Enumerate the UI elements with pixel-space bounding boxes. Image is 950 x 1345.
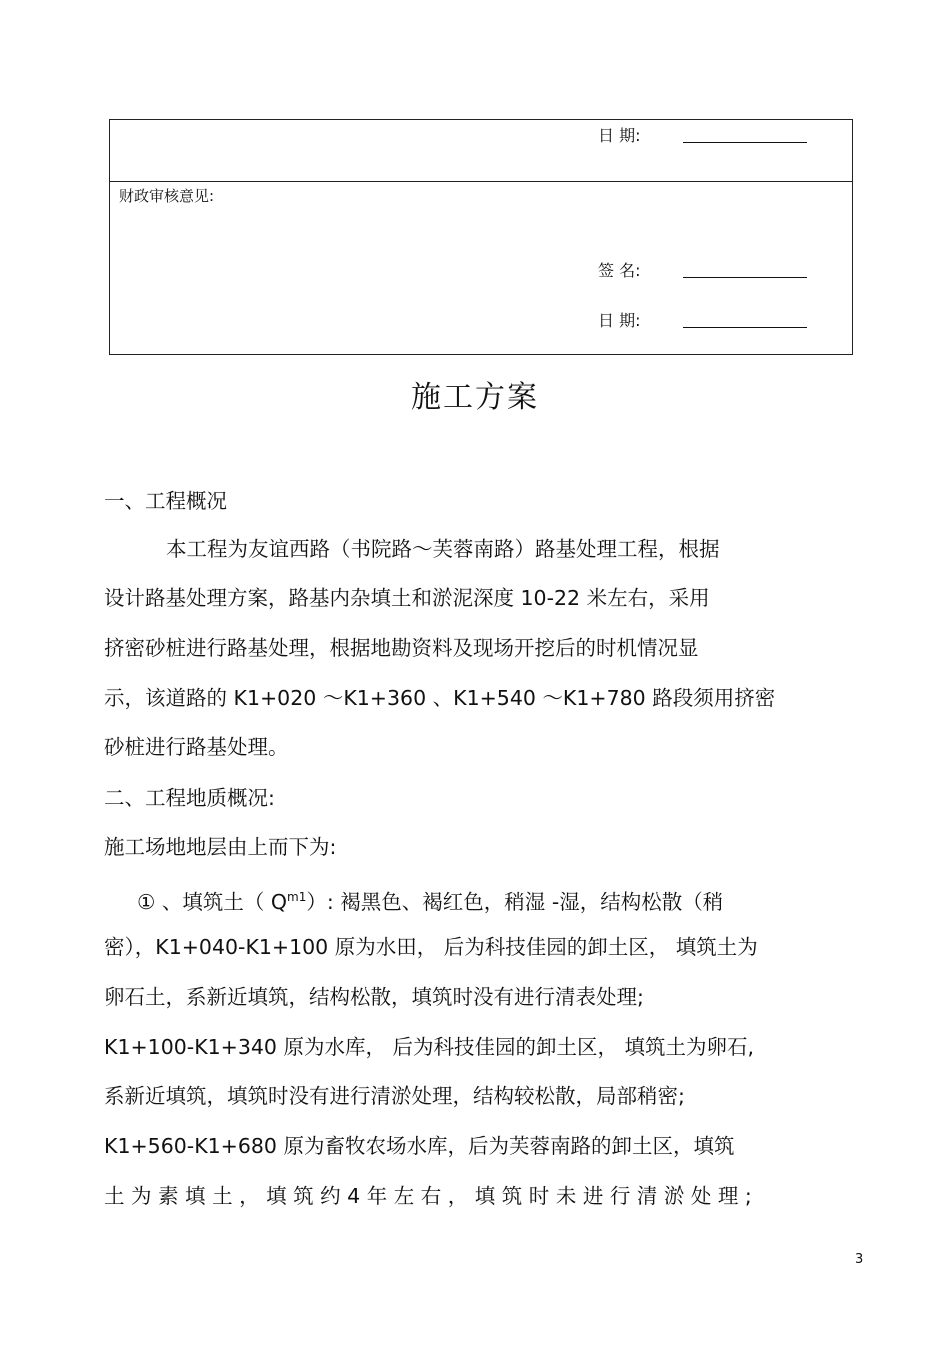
sign-label: 签 名: xyxy=(598,261,641,280)
date-label-bottom: 日 期: xyxy=(598,311,641,330)
paragraph-line: 系新近填筑，填筑时没有进行清淤处理，结构较松散，局部稍密; xyxy=(104,1084,685,1108)
date-label-top: 日 期: xyxy=(598,126,641,145)
paragraph-line: 砂桩进行路基处理。 xyxy=(104,735,289,759)
sign-line[interactable] xyxy=(683,277,807,278)
paragraph-line: 本工程为友谊西路（书院路～芙蓉南路）路基处理工程，根据 xyxy=(166,537,720,561)
fill-soil-superscript: m1 xyxy=(287,890,307,904)
paragraph-line: 密），K1+040-K1+100 原为水田， 后为科技佳园的卸土区， 填筑土为 xyxy=(104,935,758,959)
paragraph-line: K1+100-K1+340 原为水库， 后为科技佳园的卸土区， 填筑土为卵石, xyxy=(104,1035,755,1059)
document-title: 施工方案 xyxy=(411,380,539,415)
section1-heading: 一、工程概况 xyxy=(104,489,227,513)
approval-row-top xyxy=(110,120,852,182)
paragraph-line: K1+560-K1+680 原为畜牧农场水库，后为芙蓉南路的卸土区，填筑 xyxy=(104,1134,735,1158)
paragraph-line: 挤密砂桩进行路基处理，根据地勘资料及现场开挖后的时机情况显 xyxy=(104,636,699,660)
date-line-bottom[interactable] xyxy=(683,327,807,328)
finance-review-title: 财政审核意见: xyxy=(119,187,215,205)
page-number: 3 xyxy=(855,1252,864,1267)
fill-soil-prefix: ① 、填筑土（ Q xyxy=(137,889,288,914)
paragraph-line: 卵石土，系新近填筑，结构松散，填筑时没有进行清表处理; xyxy=(104,985,644,1009)
date-line-top[interactable] xyxy=(683,142,807,143)
paragraph-line: 设计路基处理方案，路基内杂填土和淤泥深度 10-22 米左右，采用 xyxy=(104,586,710,610)
paragraph-line: 施工场地地层由上而下为: xyxy=(104,835,337,859)
paragraph-line-fill-soil xyxy=(137,882,723,917)
fill-soil-suffix: ）: 褐黑色、褐红色，稍湿 -湿，结构松散（稍 xyxy=(306,889,724,914)
approval-table xyxy=(109,119,853,355)
paragraph-line: 示，该道路的 K1+020 ～K1+360 、K1+540 ～K1+780 路段须用挤密 xyxy=(104,686,776,710)
finance-review-section xyxy=(110,182,852,354)
section2-heading: 二、工程地质概况: xyxy=(104,786,275,810)
paragraph-line: 土 为 素 填 土 ， 填 筑 约 4 年 左 右 ， 填 筑 时 未 进 行 清 淤 处 理 ; xyxy=(104,1184,752,1208)
